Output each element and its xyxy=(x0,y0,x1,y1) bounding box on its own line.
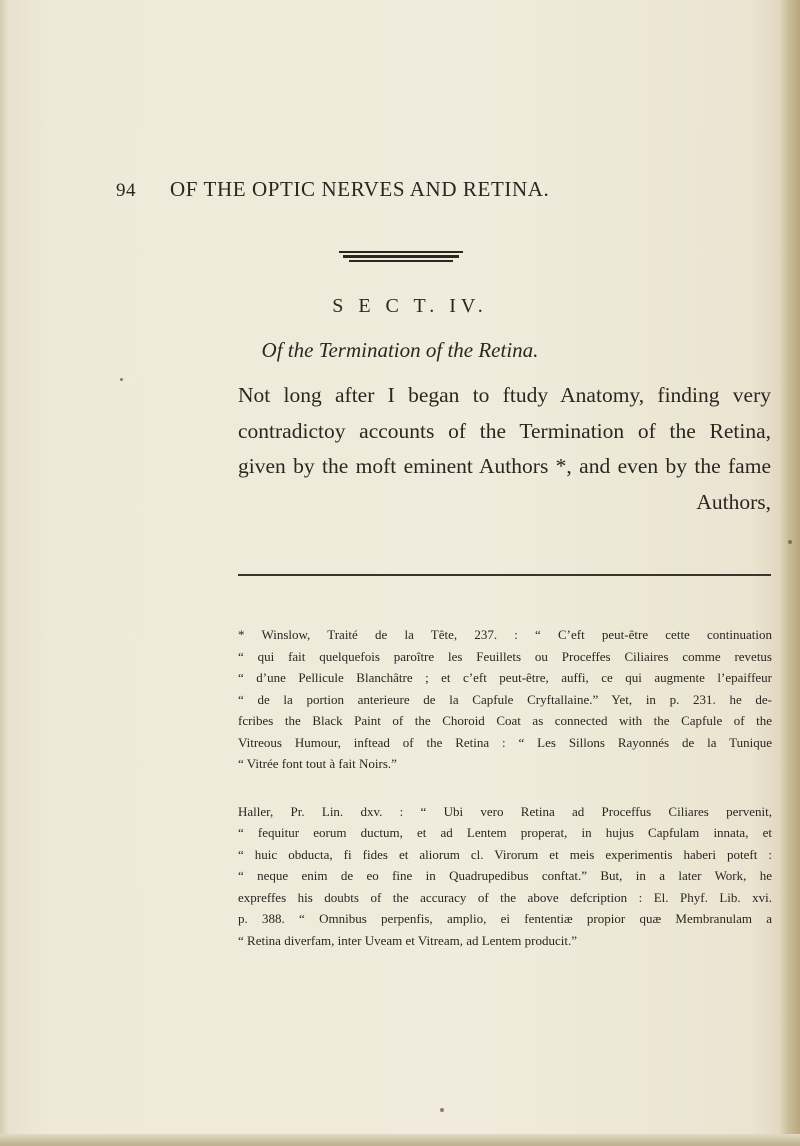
ornament-rule xyxy=(339,250,463,264)
paper-speck xyxy=(120,378,123,381)
section-heading xyxy=(0,295,800,318)
section-title: Of the Termination of the Retina. xyxy=(261,338,539,362)
running-title: OF THE OPTIC NERVES AND RETINA. xyxy=(170,177,550,201)
footnote-line: “ Retina diverfam, inter Uveam et Vitream, ad Lentem producit.” xyxy=(238,932,578,948)
ornament-bar xyxy=(343,255,459,258)
page-bottom-edge xyxy=(0,1134,800,1146)
footnote-line: “ neque enim de eo fine in Quadrupedibus conftat.” But, in a later Work, he xyxy=(238,868,772,883)
paper-speck xyxy=(440,1108,444,1112)
ornament-bar xyxy=(349,260,453,262)
footnote-line: “ d’une Pellicule Blanchâtre ; et c’eft peut-être, auffi, ce qui augmente l’epaiffeur xyxy=(238,670,772,685)
footnote-line: fcribes the Black Paint of the Choroid Coat as connected with the Capfule of the xyxy=(238,713,772,728)
section-number: S E C T. IV. xyxy=(332,295,488,317)
footnote-line: “ de la portion anterieure de la Capfule Cryftallaine.” Yet, in p. 231. he de- xyxy=(238,691,772,707)
body-text xyxy=(238,378,771,520)
body-line: Not long after I began to ftudy Anatomy, finding very xyxy=(238,383,771,407)
footnote-line: “ Vitrée font tout à fait Noirs.” xyxy=(238,756,397,771)
body-line: contradictoy accounts of the Termination of the Retina, xyxy=(238,418,771,443)
running-head xyxy=(116,177,756,208)
page-left-edge xyxy=(0,0,8,1146)
footnotes xyxy=(238,624,772,951)
footnote-line: expreffes his doubts of the accuracy of the above defcription : El. Phyf. Lib. xvi. xyxy=(238,889,772,905)
body-line: given by the moft eminent Authors *, and even by the fame xyxy=(238,454,771,478)
footnote-rule xyxy=(238,574,771,576)
page-number: 94 xyxy=(116,180,136,201)
body-line: Authors, xyxy=(696,489,771,514)
page-right-edge xyxy=(778,0,800,1146)
paper-speck xyxy=(788,540,792,544)
footnote-line: “ qui fait quelquefois paroître les Feuillets ou Proceffes Ciliaires comme revetus xyxy=(238,648,772,664)
footnote-line: “ fequitur eorum ductum, et ad Lentem properat, in hujus Capfulam innata, et xyxy=(238,825,772,840)
footnote-line: Haller, Pr. Lin. dxv. : “ Ubi vero Retina ad Proceffus Ciliares pervenit, xyxy=(238,803,772,819)
footnote-line: Vitreous Humour, inftead of the Retina : “ Les Sillons Rayonnés de la Tunique xyxy=(238,734,772,750)
footnote-line: p. 388. “ Omnibus perpenfis, amplio, ei fententiæ propior quæ Membranulam a xyxy=(238,911,772,926)
footnote-gap xyxy=(238,775,772,801)
footnote-line: “ huic obducta, fi fides et aliorum cl. Virorum et meis experimentis haberi poteft : xyxy=(238,846,772,862)
footnote-line: * Winslow, Traité de la Tête, 237. : “ C’eft peut-être cette continuation xyxy=(238,627,772,642)
ornament-bar xyxy=(339,251,463,253)
